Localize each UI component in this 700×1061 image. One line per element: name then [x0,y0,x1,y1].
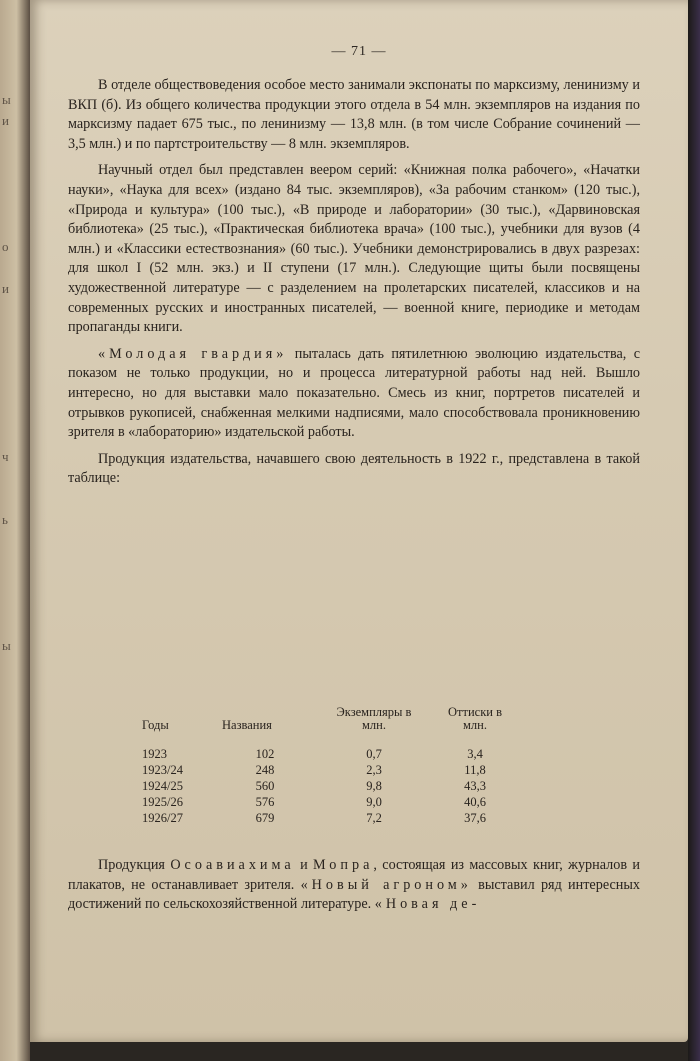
header-prints: Оттиски в млн. [448,705,502,732]
book-page [30,0,688,1042]
table-row [142,810,528,826]
table-cell: 1923/24 [142,763,183,777]
p5-text-2: и [294,857,314,873]
paragraph-1: В отделе обществоведения особое место занимали экспонаты по марксизму, ленинизму и ВКП (б). Из общего количества продукции этого отдела в 54 млн. экземпляров на издания по марксизму падает 675 тыс., по ленинизму — 13,8 млн. (в том числе Собрание сочинений — 3,5 млн.) и по партстроительству — 8 млн. экземпляров. [68,77,640,152]
spaced-novaya-de: «Новая де- [374,896,481,913]
table-cell: 43,3 [464,779,486,793]
table-row [142,778,528,794]
right-binding-edge [688,0,700,1061]
page-body [68,76,640,496]
spaced-osoaviakhim: Осоавиахима [170,857,295,873]
table-cell: 1923 [142,747,167,761]
header-titles: Названия [222,718,272,732]
table-cell: 9,8 [366,779,382,793]
spaced-mopr: Мопра [313,857,374,873]
table-header-row [142,706,528,746]
spaced-title-molodaya-gvardiya: «Молодая гвардия» [98,345,288,362]
spaced-novyi-agronom: «Новый агроном» [300,876,472,893]
left-page-fragment: ь [2,512,8,527]
left-page-fragment: ы [2,92,11,107]
paragraph-3-text: пыталась дать пятилетнюю эволюцию издательства, с показом не только продукции, но и процесса литературной работы над ней. Вышло интересно, но для выставки мало показательно. Смесь из книг, портретов писателей и отрывков рукописей, снабженная мелкими надписями, мало способствовала проникновению зрителя в «лабораторию» издательской работы. [68,345,640,441]
table-cell: 576 [255,795,275,809]
table-cell: 9,0 [366,795,382,809]
left-page-fragment: ч [2,449,9,464]
table-cell: 40,6 [464,795,486,809]
header-copies: Экземпляры в млн. [336,705,412,732]
table-row [142,762,528,778]
table-cell: 0,7 [366,747,382,761]
table-cell: 2,3 [366,763,382,777]
table-cell: 1924/25 [142,779,183,793]
left-page-fragment: и [2,113,9,128]
paragraph-2: Научный отдел был представлен веером серий: «Книжная полка рабочего», «Начатки науки», «Наука для всех» (издано 84 тыс. экземпляров), «За рабочим станком» (120 тыс.), «Природа и культура» (100 тыс.), «В природе и лаборатории» (30 тыс.), «Дарвиновская библиотека» (25 тыс.), «Практическая библиотека врача» (100 тыс.), учебники для вузов (4 млн.) и «Классики естествознания» (60 тыс.). Учебники демонстрировались в двух разрезах: для школ I (52 млн. экз.) и II ступени (17 млн.). Следующие щиты были посвящены художественной литературе — с разделением на пролетарских писателей, классиков и на современных русских и иностранных писателей, — военной книге, периодике и методам пропаганды книги. [68,162,640,336]
table-cell: 102 [255,747,275,761]
paragraph-4: Продукция издательства, начавшего свою деятельность в 1922 г., представлена в такой таблице: [68,450,640,487]
table-cell: 7,2 [366,811,382,825]
paragraph-3 [68,345,640,443]
page-number: — 71 — [331,44,387,59]
left-page-fragment: о [2,239,9,254]
paragraph-5 [68,856,640,915]
p5-text-1: Продукция [98,857,171,873]
table-cell: 1926/27 [142,811,183,825]
left-page-edge [0,0,30,1061]
header-years: Годы [142,718,169,732]
table-cell: 1925/26 [142,795,183,809]
left-page-fragment: ы [2,638,11,653]
left-page-fragment: и [2,281,9,296]
table-cell: 560 [255,779,275,793]
table-cell: 248 [255,763,275,777]
table-cell: 11,8 [464,763,486,777]
table-row [142,746,528,762]
table-cell: 37,6 [464,811,486,825]
table-cell: 679 [255,811,275,825]
page-body-continued [68,856,640,915]
table-cell: 3,4 [467,747,483,761]
production-table [142,706,528,826]
p5-text-3: , состоящая из массовых книг, журналов и плакатов, не останавливает зрителя. [68,857,640,893]
table-row [142,794,528,810]
p5-text-4: выставил ряд интересных достижений по сельскохозяйственной литературе. [68,876,640,913]
